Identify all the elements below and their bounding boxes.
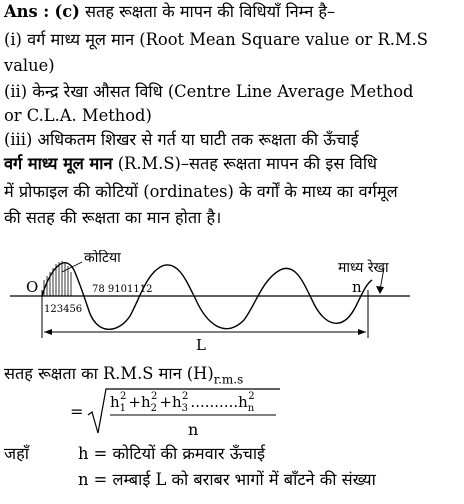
h2: h	[141, 393, 151, 411]
origin-label: O	[26, 278, 39, 296]
length-label: L	[196, 336, 206, 354]
ordinate-numbers-1: 123456	[44, 304, 83, 315]
denominator: n	[188, 420, 199, 439]
h2-sup: 2	[151, 391, 158, 402]
hn-sup: 2	[248, 391, 255, 402]
plus-1: +	[128, 393, 141, 411]
h-definition	[78, 444, 265, 464]
method-3-number: (iii)	[4, 130, 33, 149]
ellipsis: ..........	[190, 393, 239, 411]
method-2-text: केन्द्र रेखा औसत विधि (Centre Line Average Method	[32, 82, 414, 101]
h3-sub: 3	[181, 403, 189, 414]
n-definition	[78, 470, 376, 490]
surface-profile-figure	[0, 250, 464, 354]
formula-intro: सतह रूक्षता का R.M.S मान (H)	[4, 364, 214, 383]
rms-definition-text: –सतह रूक्षता मापन की इस विधि	[180, 154, 378, 173]
rms-definition-text-3: की सतह की रूक्षता का मान होता है।	[4, 208, 222, 227]
mean-line-arrow	[376, 286, 384, 294]
rms-heading: वर्ग माध्य मूल मान	[4, 154, 113, 173]
method-1-line-1	[4, 30, 428, 50]
ordinate-numbers-2: 78 9101112	[92, 284, 153, 295]
h-definition-text: h = कोटियों की क्रमवार ऊँचाई	[78, 444, 266, 463]
hn: h	[238, 393, 248, 411]
where-label	[4, 444, 29, 464]
answer-option: (c)	[54, 2, 80, 21]
length-arrow-left	[44, 329, 52, 335]
h2-sub: 2	[150, 403, 158, 414]
method-3-line-1	[4, 130, 359, 150]
rms-heading-abbr: (R.M.S)	[117, 154, 181, 173]
rms-formula	[64, 385, 284, 441]
rms-definition-text-2: में प्रोफाइल की कोटियों (ordinates) के वर्गों के माध्य का वर्गमूल	[4, 182, 398, 201]
n-definition-text: n = लम्बाई L को बराबर भागों में बाँटने की संख्या	[78, 470, 376, 489]
method-3-text: अधिकतम शिखर से गर्त या घाटी तक रूक्षता की ऊँचाई	[37, 130, 359, 149]
h1: h	[110, 393, 120, 411]
rms-definition-line-2	[4, 182, 398, 202]
answer-header	[4, 2, 335, 22]
method-1-line-2	[4, 56, 55, 76]
answer-intro: सतह रूक्षता के मापन की विधियाँ निम्न है–	[85, 2, 336, 21]
hn-sub: n	[247, 403, 255, 414]
plus-2: +	[159, 393, 172, 411]
method-1-number: (i)	[4, 30, 22, 49]
h3: h	[172, 393, 182, 411]
length-arrow-right	[358, 329, 366, 335]
mean-line-label: माध्य रेखा	[338, 260, 389, 276]
ordinates-label: कोटिया	[84, 250, 121, 266]
end-label: n	[352, 278, 362, 296]
h3-sup: 2	[182, 391, 189, 402]
formula-intro-subscript: r.m.s	[213, 372, 244, 387]
method-1-text: वर्ग माध्य मूल मान (Root Mean Square value or R.M.S	[27, 30, 428, 49]
method-1-text-cont: value)	[4, 56, 55, 75]
h1-sub: 1	[119, 403, 127, 414]
formula-equals: =	[70, 402, 84, 421]
rms-definition-line-3	[4, 208, 221, 228]
rms-definition-line-1	[4, 154, 377, 174]
h1-sup: 2	[120, 391, 127, 402]
method-2-line-2	[4, 106, 152, 126]
method-2-number: (ii)	[4, 82, 28, 101]
method-2-text-cont: or C.L.A. Method)	[4, 106, 152, 125]
answer-label: Ans :	[4, 2, 50, 21]
where-text: जहाँ	[4, 444, 29, 463]
numerator	[110, 391, 255, 414]
method-2-line-1	[4, 82, 413, 102]
